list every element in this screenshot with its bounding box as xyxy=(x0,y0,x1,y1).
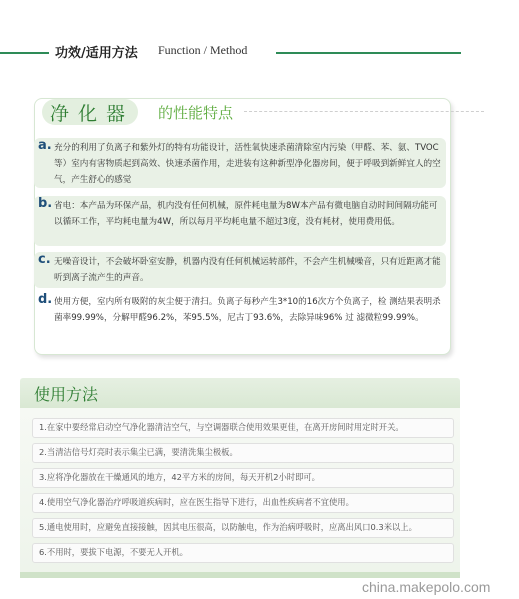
usage-step-text: 6.不用时，要拔下电源，不要无人开机。 xyxy=(39,547,188,557)
feature-text: 充分的利用了负离子和紫外灯的特有功能设计，活性氧快速杀菌清除室内污染（甲醛、苯、氨、TVOC等）室内有害物质起到高效、快速杀菌作用，走进装有这种新型净化器房间，便于呼吸到新鲜宜人的空气，产生舒心的感觉 xyxy=(54,143,441,185)
heading-product-name: 净化器 xyxy=(50,103,135,125)
heading-caption: 的性能特点 xyxy=(158,104,234,122)
header-rule-left xyxy=(0,52,49,54)
usage-step-text: 1.在家中要经常启动空气净化器清洁空气，与空调器联合使用效果更佳，在离开房间时用定时开关。 xyxy=(39,422,404,432)
feature-item xyxy=(34,252,446,288)
usage-step xyxy=(32,493,454,513)
usage-step-text: 2.当清洁信号灯亮时表示集尘已满，要清洗集尘极板。 xyxy=(39,447,238,457)
usage-step-text: 4.使用空气净化器治疗呼吸道疾病时，应在医生指导下进行，出血性疾病者不宜使用。 xyxy=(39,497,354,507)
feature-item xyxy=(34,292,446,342)
feature-text: 无噪音设计，不会破坏卧室安静，机器内没有任何机械运转部件，不会产生机械噪音，只有近距离才能听到离子流产生的声音。 xyxy=(54,257,441,283)
feature-text: 使用方便，室内所有吸附的灰尘便于清扫。负离子每秒产生3*10的16次方个负离子，检 测结果表明杀菌率99.99%，分解甲醛96.2%，苯95.5%，尼古丁93.6%，去除异味96% 过 滤微粒99.99%。 xyxy=(54,297,441,323)
feature-letter: b. xyxy=(38,196,53,211)
site-watermark: china.makepolo.com xyxy=(362,579,491,595)
usage-step xyxy=(32,418,454,438)
feature-text: 省电：本产品为环保产品，机内没有任何机械，原件耗电量为8W本产品有微电脑自动时间间隔功能可以循环工作，平均耗电量为4W，所以每月平均耗电量不超过3度，没有耗材，使用费用低。 xyxy=(54,201,438,227)
usage-step xyxy=(32,468,454,488)
header-subtitle: Function / Method xyxy=(158,43,248,57)
usage-title: 使用方法 xyxy=(34,385,99,404)
usage-step-text: 3.应将净化器放在干燥通风的地方，42平方米的房间，每天开机2小时即可。 xyxy=(39,472,320,482)
section-header xyxy=(0,40,519,66)
feature-letter: d. xyxy=(38,292,53,307)
usage-step xyxy=(32,443,454,463)
feature-letter: a. xyxy=(38,138,52,153)
heading-dotted-rule xyxy=(244,111,484,112)
feature-item xyxy=(34,138,446,188)
usage-step xyxy=(32,543,454,563)
header-rule-right xyxy=(276,52,461,54)
usage-header xyxy=(20,378,460,408)
feature-item xyxy=(34,196,446,246)
header-title: 功效/适用方法 xyxy=(55,46,138,61)
usage-step-text: 5.通电使用时，应避免直接接触，因其电压很高，以防触电，作为治病呼吸时，应离出风口0.3米以上。 xyxy=(39,522,417,532)
feature-letter: c. xyxy=(38,252,51,267)
usage-step xyxy=(32,518,454,538)
usage-panel xyxy=(20,408,460,578)
